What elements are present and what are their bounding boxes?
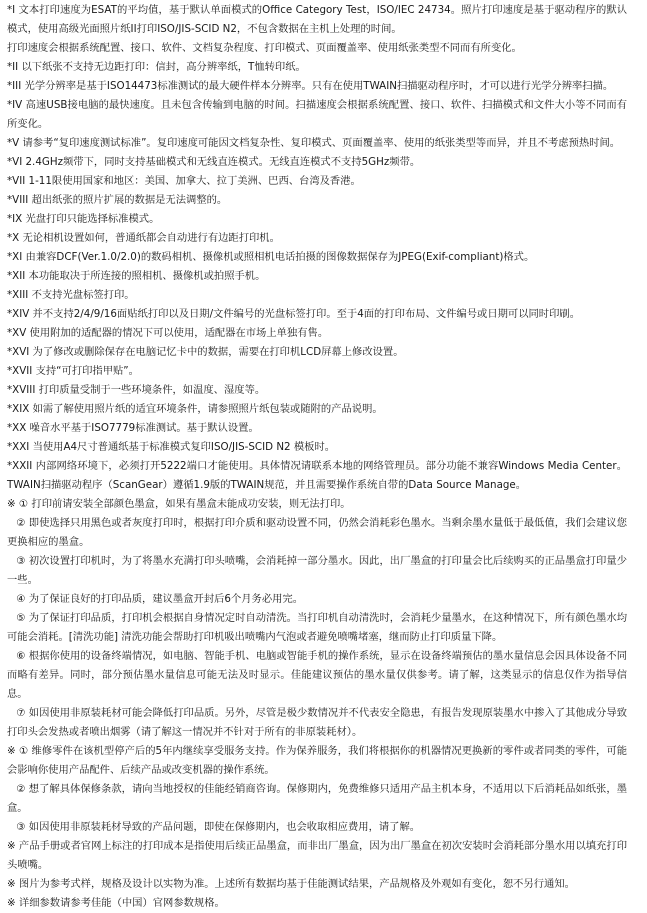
footnote-paragraph: ⑥ 根据你使用的设备终端情况，如电脑、智能手机、电脑或智能手机的操作系统，显示在设备终端预估的墨水量信息会因具体设备不同而略有差异。同时，部分预估墨水量信息可能无法及时显示。佳能建议预估的墨水量仅供参考。请了解，这类显示的信息仅作为指导信息。 [7,650,627,700]
footnote-paragraph: *XIX 如需了解使用照片纸的适宜环境条件，请参照照片纸包装或随附的产品说明。 [7,403,383,415]
footnote-paragraph: *X 无论相机设置如何，普通纸都会自动进行有边距打印机。 [7,232,280,244]
footnote-paragraph: *XIV 并不支持2/4/9/16面贴纸打印以及日期/文件编号的光盘标签打印。至于4面的打印布局、文件编号或日期可以同时印刷。 [7,308,580,320]
footnote-paragraph: *VIII 超出纸张的照片扩展的数据是无法调整的。 [7,194,228,206]
footnote-paragraph: *III 光学分辨率是基于ISO14473标准测试的最大硬件样本分辨率。只有在使用TWAIN扫描驱动程序时，才可以进行光学分辨率扫描。 [7,80,614,92]
footnote-paragraph: 打印速度会根据系统配置、接口、软件、文档复杂程度、打印模式、页面覆盖率、使用纸张类型不同而有所变化。 [7,42,522,54]
footnote-paragraph: *VII 1-11限使用国家和地区：美国、加拿大、拉丁美洲、巴西、台湾及香港。 [7,175,361,187]
footnote-paragraph: ※ 详细参数请参考佳能（中国）官网参数规格。 [7,897,225,909]
footnote-paragraph: *XV 使用附加的适配器的情况下可以使用，适配器在市场上单独有售。 [7,327,329,339]
footnote-paragraph: *IV 高速USB接电脑的最快速度。且未包含传输到电脑的时间。扫描速度会根据系统配置、接口、软件、扫描模式和文件大小等不同而有所变化。 [7,99,627,130]
footnote-paragraph: *XVII 支持“可打印指甲贴”。 [7,365,139,377]
footnote-paragraph: ③ 如因使用非原装耗材导致的产品问题，即使在保修期内，也会收取相应费用，请了解。 [16,821,421,833]
footnote-paragraph: *XXI 当使用A4尺寸普通纸基于标准模式复印ISO/JIS-SCID N2 模板时。 [7,441,336,453]
footnote-paragraph: ② 即使选择只用黑色或者灰度打印时，根据打印介质和驱动设置不同，仍然会消耗彩色墨水。当剩余墨水量低于最低值，我们会建议您更换相应的墨盒。 [7,517,627,548]
footnote-paragraph: *XIII 不支持光盘标签打印。 [7,289,135,301]
footnote-paragraph: *V 请参考“复印速度测试标准”。复印速度可能因文档复杂性、复印模式、页面覆盖率、使用的纸张类型等而异，并且不考虑预热时间。 [7,137,621,149]
footnote-paragraph: *XX 噪音水平基于ISO7779标准测试。基于默认设置。 [7,422,259,434]
footnote-paragraph: *VI 2.4GHz频带下，同时支持基础模式和无线直连模式。无线直连模式不支持5GHz频带。 [7,156,421,168]
footnote-paragraph: *XII 本功能取决于所连接的照相机、摄像机或拍照手机。 [7,270,266,282]
footnote-paragraph: *XVI 为了修改或删除保存在电脑记忆卡中的数据，需要在打印机LCD屏幕上修改设置。 [7,346,404,358]
footnote-paragraph: *XI 由兼容DCF(Ver.1.0/2.0)的数码相机、摄像机或照相机电话拍摄的图像数据保存为JPEG(Exif-compliant)格式。 [7,251,535,263]
footnote-paragraph: ② 想了解具体保修条款，请向当地授权的佳能经销商咨询。保修期内，免费维修只适用产品主机本身，不适用以下后消耗品如纸张，墨盒。 [7,783,627,814]
footnote-paragraph: ※ ① 维修零件在该机型停产后的5年内继续享受服务支持。作为保养服务，我们将根据你的机器情况更换新的零件或者同类的零件，可能会影响你使用产品配件、后续产品或改变机器的操作系统。 [7,745,627,776]
footnote-paragraph: *XVIII 打印质量受制于一些环境条件，如温度、湿度等。 [7,384,266,396]
footnote-paragraph: ※ 图片为参考式样，规格及设计以实物为准。上述所有数据均基于佳能测试结果，产品规格及外观如有变化，恕不另行通知。 [7,878,575,890]
footnote-paragraph: ③ 初次设置打印机时，为了将墨水充满打印头喷嘴，会消耗掉一部分墨水。因此，出厂墨盒的打印量会比后续购买的正品墨盒打印量少一些。 [7,555,627,586]
footnote-paragraph: *II 以下纸张不支持无边距打印：信封，高分辨率纸，T恤转印纸。 [7,61,306,73]
footnote-paragraph: ⑤ 为了保证打印品质，打印机会根据自身情况定时自动清洗。当打印机自动清洗时，会消耗少量墨水，在这种情况下，所有颜色墨水均可能会消耗。[清洗功能] 清洗功能会帮助打印机吸出喷嘴内气泡或者避免喷嘴堵塞，继而防止打印质量下降。 [7,612,627,643]
footnote-paragraph: *XXII 内部网络环境下，必须打开5222端口才能使用。具体情况请联系本地的网络管理员。部分功能不兼容Windows Media Center。TWAIN扫描驱动程序（ScanGear）遵循1.9版的TWAIN规范，并且需要操作系统自带的Data Source Manage。 [7,460,627,491]
footnote-paragraph: *IX 光盘打印只能选择标准模式。 [7,213,160,225]
footnote-paragraph: ⑦ 如因使用非原装耗材可能会降低打印品质。另外，尽管是极少数情况并不代表安全隐患，有报告发现原装墨水中掺入了其他成分导致打印头会发热或者喷出烟雾（请了解这一情况并不针对于所有的非原装耗材）。 [7,707,627,738]
footnote-paragraph: ④ 为了保证良好的打印品质，建议墨盒开封后6个月务必用完。 [16,593,304,605]
footnote-paragraph: *I 文本打印速度为ESAT的平均值，基于默认单面模式的Office Category Test，ISO/IEC 24734。照片打印速度是基于驱动程序的默认模式，使用高级光面照片纸II打印ISO/JIS-SCID N2，不包含数据在主机上处理的时间。 [7,4,627,35]
footnote-paragraph: ※ ① 打印前请安装全部颜色墨盒，如果有墨盒未能成功安装，则无法打印。 [7,498,351,510]
footnote-paragraph: ※ 产品手册或者官网上标注的打印成本是指使用后续正品墨盒，而非出厂墨盒，因为出厂墨盒在初次安装时会消耗部分墨水用以填充打印头喷嘴。 [7,840,627,871]
